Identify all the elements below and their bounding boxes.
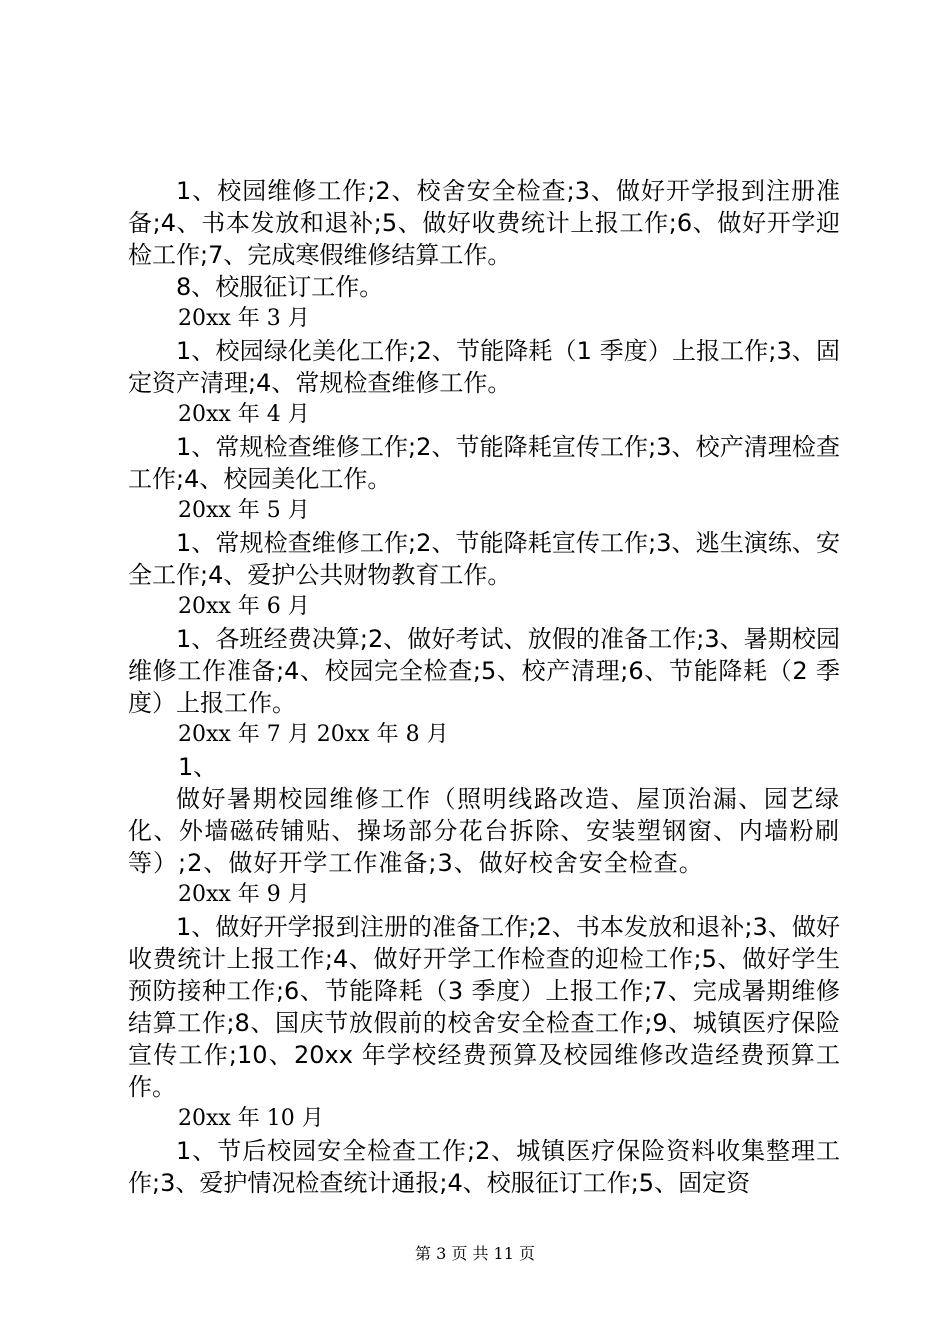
- month-heading-april: 20xx 年 4 月: [178, 402, 310, 427]
- paragraph-october-tasks: 1、节后校园安全检查工作;2、城镇医疗保险资料收集整理工作;3、爱护情况检查统计通报;4、校服征订工作;5、固定资: [128, 1137, 840, 1197]
- paragraph-uniform-order: 8、校服征订工作。: [176, 273, 384, 301]
- document-body: [128, 175, 840, 1199]
- paragraph-february-tasks: 1、校园维修工作;2、校舍安全检查;3、做好开学报到注册准备;4、书本发放和退补;5、做好收费统计上报工作;6、做好开学迎检工作;7、完成寒假维修结算工作。: [128, 177, 840, 269]
- month-heading-october: 20xx 年 10 月: [178, 1106, 324, 1131]
- month-heading-may: 20xx 年 5 月: [178, 498, 310, 523]
- month-heading-july-august: 20xx 年 7 月 20xx 年 8 月: [178, 722, 449, 747]
- paragraph-june-tasks: 1、各班经费决算;2、做好考试、放假的准备工作;3、暑期校园维修工作准备;4、校园完全检查;5、校产清理;6、节能降耗（2 季度）上报工作。: [128, 625, 840, 717]
- month-heading-september: 20xx 年 9 月: [178, 882, 310, 907]
- paragraph-march-tasks: 1、校园绿化美化工作;2、节能降耗（1 季度）上报工作;3、固定资产清理;4、常规检查维修工作。: [128, 337, 840, 397]
- paragraph-september-tasks: 1、做好开学报到注册的准备工作;2、书本发放和退补;3、做好收费统计上报工作;4、做好开学工作检查的迎检工作;5、做好学生预防接种工作;6、节能降耗（3 季度）上报工作;7、完成暑期维修结算工作;8、国庆节放假前的校舍安全检查工作;9、城镇医疗保险宣传工作;10、20xx 年学校经费预算及校园维修改造经费预算工作。: [128, 913, 840, 1101]
- list-number-one: 1、: [178, 753, 218, 781]
- month-heading-march: 20xx 年 3 月: [178, 306, 310, 331]
- month-heading-june: 20xx 年 6 月: [178, 594, 310, 619]
- paragraph-may-tasks: 1、常规检查维修工作;2、节能降耗宣传工作;3、逃生演练、安全工作;4、爱护公共财物教育工作。: [128, 529, 840, 589]
- paragraph-april-tasks: 1、常规检查维修工作;2、节能降耗宣传工作;3、校产清理检查工作;4、校园美化工作。: [128, 433, 840, 493]
- page-footer: 第 3 页 共 11 页: [415, 1244, 535, 1263]
- paragraph-summer-tasks: 做好暑期校园维修工作（照明线路改造、屋顶治漏、园艺绿化、外墙磁砖铺贴、操场部分花台拆除、安装塑钢窗、内墙粉刷等）;2、做好开学工作准备;3、做好校舍安全检查。: [128, 785, 840, 877]
